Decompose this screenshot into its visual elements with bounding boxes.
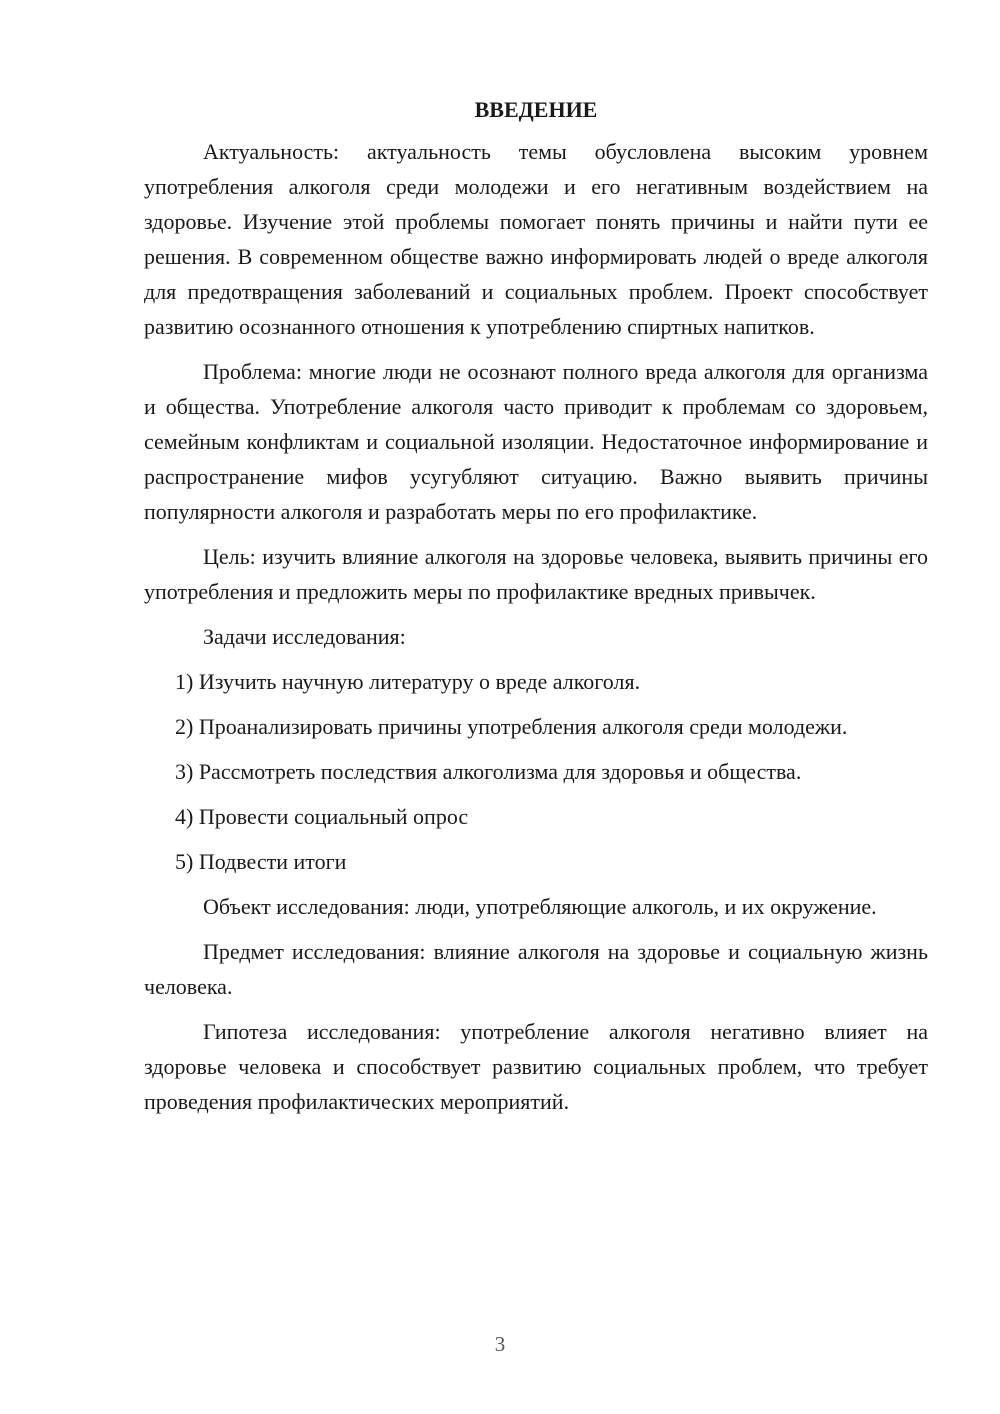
paragraph-goal: Цель: изучить влияние алкоголя на здоровье человека, выявить причины его употребления и предложить меры по профилактике вредных привычек. [144,544,928,604]
page-number: 3 [494,1332,506,1356]
task-item: 4) Провести социальный опрос [175,804,469,829]
task-item: 2) Проанализировать причины употребления алкоголя среди молодежи. [175,714,848,739]
document-page [144,92,928,1129]
paragraph-tasks-heading: Задачи исследования: [203,624,406,649]
paragraph-hypothesis: Гипотеза исследования: употребление алкоголя негативно влияет на здоровье человека и способствует развитию социальных проблем, что требует проведения профилактических мероприятий. [144,1019,928,1114]
page-title: ВВЕДЕНИЕ [474,97,598,122]
paragraph-problem: Проблема: многие люди не осознают полного вреда алкоголя для организма и общества. Употребление алкоголя часто приводит к проблемам со здоровьем, семейным конфликтам и социальной изоляции. Недостаточное информирование и распространение мифов усугубляют ситуацию. Важно выявить причины популярности алкоголя и разработать меры по его профилактике. [144,359,928,524]
task-item: 3) Рассмотреть последствия алкоголизма для здоровья и общества. [175,759,802,784]
paragraph-relevance: Актуальность: актуальность темы обусловлена высоким уровнем употребления алкоголя среди молодежи и его негативным воздействием на здоровье. Изучение этой проблемы помогает понять причины и найти пути ее решения. В современном обществе важно информировать людей о вреде алкоголя для предотвращения заболеваний и социальных проблем. Проект способствует развитию осознанного отношения к употреблению спиртных напитков. [144,139,928,339]
task-item: 5) Подвести итоги [175,849,347,874]
paragraph-object: Объект исследования: люди, употребляющие алкоголь, и их окружение. [203,894,877,919]
paragraph-subject: Предмет исследования: влияние алкоголя на здоровье и социальную жизнь человека. [144,939,928,999]
task-item: 1) Изучить научную литературу о вреде алкоголя. [175,669,641,694]
